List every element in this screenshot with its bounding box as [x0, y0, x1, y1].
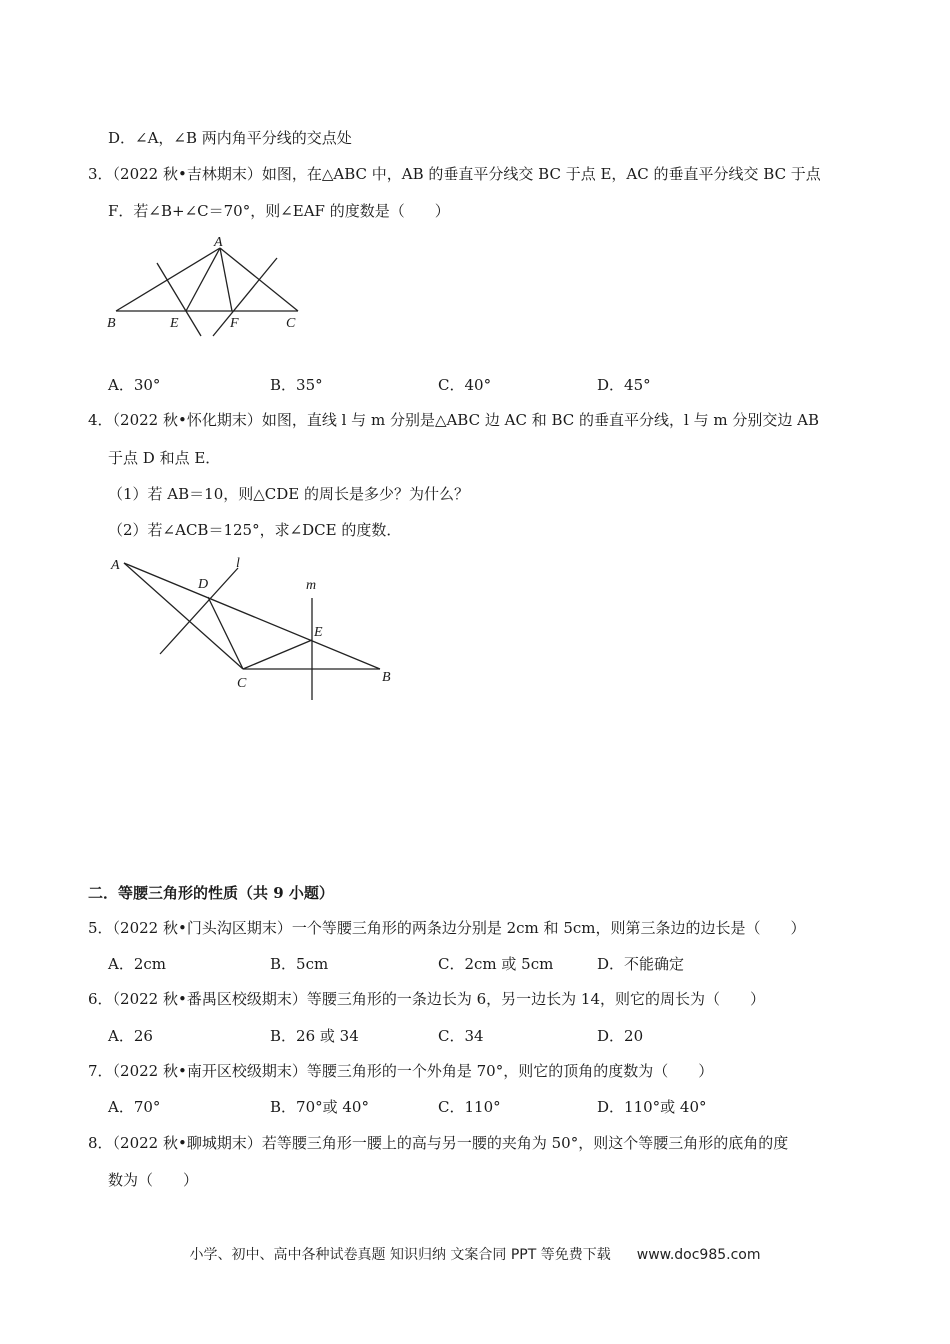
q4-stem-line2: 于点 D 和点 E．: [108, 449, 221, 467]
label-e: E: [170, 316, 179, 331]
question-stem: 等腰三角形的一个外角是 70°，则它的顶角的度数为（ ）: [306, 1062, 714, 1080]
label-l: l: [236, 556, 240, 571]
question-stem: 如图，直线 l 与 m 分别是△ABC 边 AC 和 BC 的垂直平分线，l 与 m 分别交边 AB: [261, 411, 819, 429]
perp-bisector-ab: [157, 263, 201, 336]
question-number: 5．: [88, 919, 113, 937]
q3-option-b[interactable]: B．35°: [270, 376, 323, 394]
label-c: C: [237, 676, 247, 691]
line-l: [160, 568, 238, 654]
q4-sub1: （1）若 AB＝10，则△CDE 的周长是多少？为什么？: [108, 485, 470, 503]
label-c: C: [286, 316, 296, 331]
question-number: 8．: [88, 1134, 113, 1152]
question-source: （2022 秋•番禺区校级期末）: [112, 990, 307, 1008]
q6-option-a[interactable]: A．26: [108, 1027, 153, 1045]
segment-ab: [116, 248, 220, 311]
segment-ab: [124, 563, 380, 669]
question-source: （2022 秋•门头沟区期末）: [112, 919, 292, 937]
footer-site-link[interactable]: www.doc985.com: [636, 1247, 761, 1263]
segment-ac: [124, 563, 243, 669]
q6-stem: [88, 989, 765, 1009]
label-m: m: [306, 578, 317, 593]
question-number: 6．: [88, 990, 113, 1008]
label-a: A: [111, 558, 120, 573]
q8-stem-line2: 数为（ ）: [108, 1171, 199, 1189]
label-d: D: [198, 577, 209, 592]
question-source: （2022 秋•聊城期末）: [112, 1134, 262, 1152]
q8-stem-line1: [88, 1133, 788, 1153]
label-b: B: [382, 670, 391, 685]
question-number: 3．: [88, 165, 113, 183]
q7-stem: [88, 1061, 713, 1081]
label-a: A: [214, 235, 223, 250]
segment-ae: [186, 248, 220, 311]
q4-stem-line1: [88, 410, 819, 430]
segment-ac: [220, 248, 298, 311]
q3-option-c[interactable]: C．40°: [438, 376, 492, 394]
q3-stem-line1: [88, 164, 821, 184]
q7-option-a[interactable]: A．70°: [108, 1098, 161, 1116]
segment-ce: [243, 640, 312, 669]
label-f: F: [230, 316, 239, 331]
question-source: （2022 秋•吉林期末）: [112, 165, 262, 183]
q5-option-b[interactable]: B．5cm: [270, 955, 329, 973]
q7-option-d[interactable]: D．110°或 40°: [597, 1098, 707, 1116]
question-stem: 如图，在△ABC 中，AB 的垂直平分线交 BC 于点 E，AC 的垂直平分线交 BC 于点: [261, 165, 821, 183]
q3-stem-line2: F．若∠B+∠C＝70°，则∠EAF 的度数是（ ）: [108, 202, 450, 220]
label-b: B: [107, 316, 116, 331]
q3-option-d[interactable]: D．45°: [597, 376, 651, 394]
q3-option-a[interactable]: A．30°: [108, 376, 161, 394]
perp-bisector-ac: [213, 258, 277, 336]
section-title: 二．等腰三角形的性质（共 9 小题）: [88, 884, 334, 902]
option-label: D．: [108, 129, 136, 147]
question-stem: 若等腰三角形一腰上的高与另一腰的夹角为 50°，则这个等腰三角形的底角的度: [261, 1134, 789, 1152]
q5-stem: [88, 918, 806, 938]
q6-option-b[interactable]: B．26 或 34: [270, 1027, 359, 1045]
question-stem: 一个等腰三角形的两条边分别是 2cm 和 5cm，则第三条边的边长是（ ）: [291, 919, 806, 937]
q5-option-a[interactable]: A．2cm: [108, 955, 167, 973]
question-stem: 等腰三角形的一条边长为 6，另一边长为 14，则它的周长为（ ）: [306, 990, 766, 1008]
prev-option-d: [108, 128, 352, 148]
q7-option-b[interactable]: B．70°或 40°: [270, 1098, 369, 1116]
label-e: E: [314, 625, 323, 640]
question-number: 4．: [88, 411, 113, 429]
question-number: 7．: [88, 1062, 113, 1080]
segment-dc: [208, 597, 243, 669]
q6-option-d[interactable]: D．20: [597, 1027, 644, 1045]
q5-option-d[interactable]: D．不能确定: [597, 955, 685, 973]
q6-option-c[interactable]: C．34: [438, 1027, 484, 1045]
q7-option-c[interactable]: C．110°: [438, 1098, 501, 1116]
question-source: （2022 秋•怀化期末）: [112, 411, 262, 429]
segment-af: [220, 248, 232, 311]
option-text: ∠A，∠B 两内角平分线的交点处: [135, 129, 352, 147]
footer-text: 小学、初中、高中各种试卷真题 知识归纳 文案合同 PPT 等免费下载: [189, 1247, 611, 1263]
q4-sub2: （2）若∠ACB＝125°，求∠DCE 的度数．: [108, 521, 402, 539]
q5-option-c[interactable]: C．2cm 或 5cm: [438, 955, 554, 973]
page-footer: [0, 1244, 950, 1264]
question-source: （2022 秋•南开区校级期末）: [112, 1062, 307, 1080]
